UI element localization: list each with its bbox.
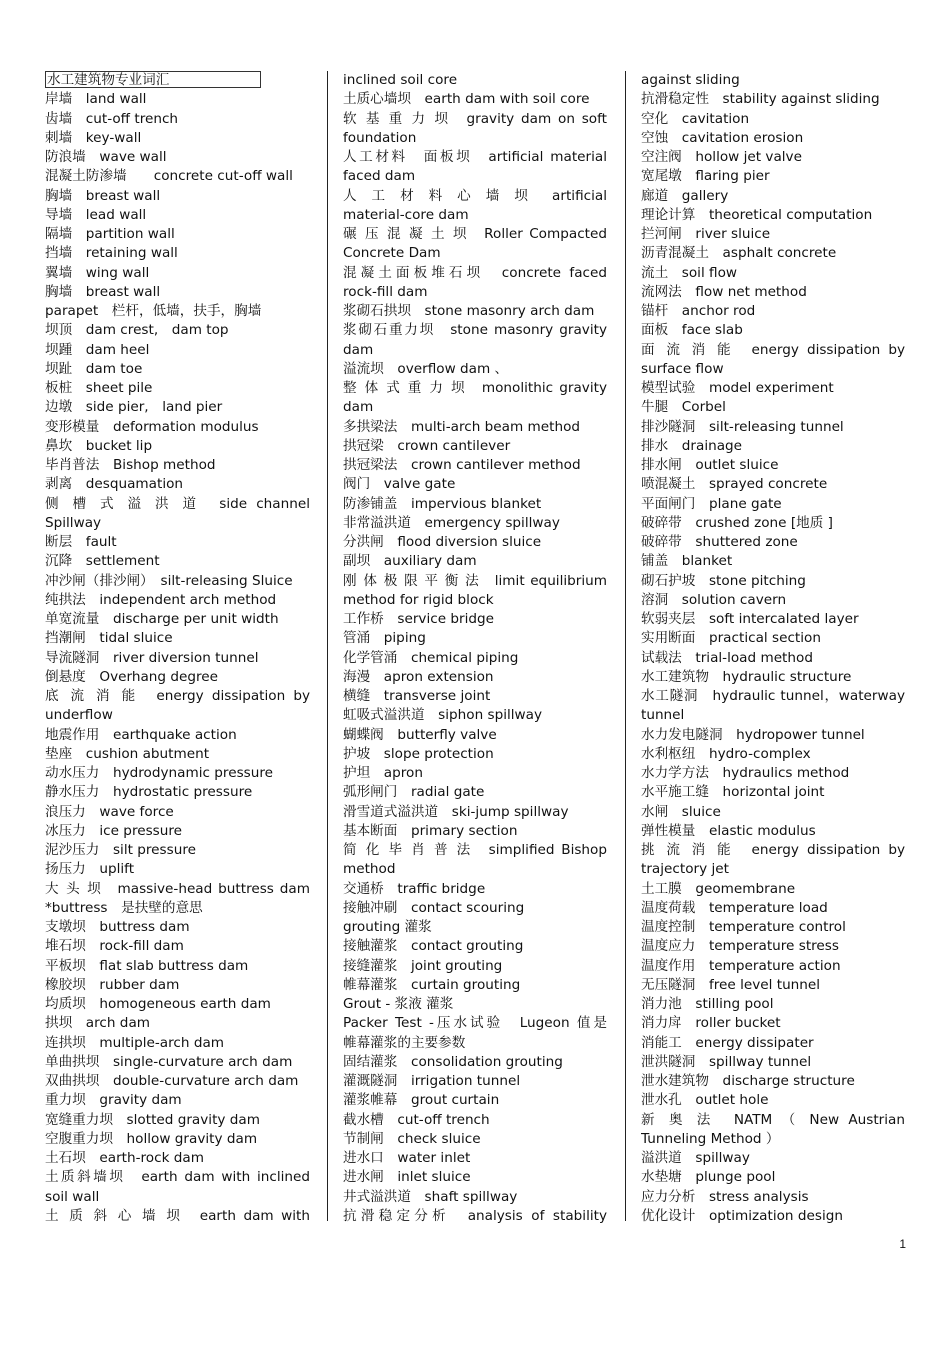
- glossary-entry: 隔墙 partition wall: [45, 226, 175, 242]
- glossary-entry: 拱冠梁法 crown cantilever method: [343, 457, 581, 473]
- glossary-entry: 拦河闸 river sluice: [641, 226, 771, 242]
- glossary-entry: 混凝土面板堆石坝 concrete faced: [343, 264, 607, 281]
- glossary-entry: 纯拱法 independent arch method: [45, 591, 277, 608]
- glossary-entry: 拱冠梁 crown cantilever: [343, 437, 511, 454]
- glossary-entry: 灌溉隧洞 irrigation tunnel: [343, 1073, 521, 1089]
- glossary-entry: 防浪墙 wave wall: [45, 149, 167, 165]
- glossary-entry: 副坝 auxiliary dam: [343, 553, 477, 570]
- glossary-entry: 浪压力 wave force: [45, 803, 174, 820]
- glossary-entry: 护坡 slope protection: [343, 745, 494, 762]
- glossary-entry: 动水压力 hydrodynamic pressure: [45, 765, 274, 781]
- glossary-entry: against sliding: [641, 72, 740, 88]
- glossary-entry: 廊道 gallery: [641, 187, 729, 204]
- glossary-entry: 试载法 trial-load method: [641, 649, 813, 666]
- glossary-entry: Grout - 浆液 灌浆: [343, 996, 454, 1012]
- glossary-entry: 软弱夹层 soft intercalated layer: [641, 611, 859, 627]
- glossary-entry: 空注阀 hollow jet valve: [641, 149, 802, 165]
- glossary-entry: 泥沙压力 silt pressure: [45, 842, 196, 858]
- glossary-entry: 导流隧洞 river diversion tunnel: [45, 649, 259, 666]
- glossary-entry: 面板 face slab: [641, 322, 743, 339]
- glossary-entry: 温度控制 temperature control: [641, 919, 846, 935]
- glossary-entry: 接触冲刷 contact scouring: [343, 899, 525, 916]
- glossary-entry: rock-fill dam: [343, 283, 428, 300]
- glossary-entry: 鼻坎 bucket lip: [45, 437, 153, 454]
- glossary-entry: 喷混凝土 sprayed concrete: [641, 476, 828, 493]
- glossary-entry: 接触灌浆 contact grouting: [343, 938, 524, 955]
- glossary-entry: 溢流坝 overflow dam 、: [343, 360, 509, 377]
- glossary-entry: 进水口 water inlet: [343, 1150, 471, 1166]
- glossary-entry: 浆砌石重力坝 stone masonry gravity: [343, 322, 607, 339]
- column-divider-2: [625, 71, 626, 1221]
- glossary-entry: 温度作用 temperature action: [641, 957, 841, 974]
- glossary-entry: 化学管涌 chemical piping: [343, 649, 519, 666]
- glossary-entry: 温度应力 temperature stress: [641, 938, 839, 955]
- glossary-entry: 泄水建筑物 discharge structure: [641, 1073, 855, 1089]
- glossary-entry: foundation: [343, 129, 417, 146]
- glossary-entry: 水垫塘 plunge pool: [641, 1169, 776, 1186]
- glossary-entry: 橡胶坝 rubber dam: [45, 976, 180, 993]
- glossary-entry: 翼墙 wing wall: [45, 264, 150, 281]
- glossary-entry: 溶洞 solution cavern: [641, 591, 787, 608]
- glossary-entry: 非常溢洪道 emergency spillway: [343, 514, 560, 531]
- glossary-entry: material-core dam: [343, 206, 469, 223]
- glossary-entry: 多拱梁法 multi-arch beam method: [343, 418, 581, 435]
- glossary-entry: 冰压力 ice pressure: [45, 822, 183, 839]
- glossary-entry: 流土 soil flow: [641, 264, 738, 281]
- glossary-entry: 沥青混凝土 asphalt concrete: [641, 245, 837, 262]
- glossary-entry: 大 头 坝 massive-head buttress dam: [45, 880, 310, 897]
- glossary-entry: soil wall: [45, 1188, 100, 1205]
- glossary-entry: 蝴蝶阀 butterfly valve: [343, 726, 497, 743]
- glossary-entry: 温度荷载 temperature load: [641, 899, 828, 916]
- glossary-entry: 排水 drainage: [641, 437, 743, 454]
- glossary-entry: method: [343, 861, 396, 878]
- glossary-entry: 实用断面 practical section: [641, 630, 821, 647]
- glossary-entry: 铺盖 blanket: [641, 553, 733, 570]
- glossary-entry: 泄洪隧洞 spillway tunnel: [641, 1053, 812, 1070]
- glossary-entry: 抗滑稳定性 stability against sliding: [641, 91, 880, 108]
- glossary-entry: 单曲拱坝 single-curvature arch dam: [45, 1053, 293, 1070]
- glossary-entry: Spillway: [45, 514, 102, 531]
- glossary-entry: 空腹重力坝 hollow gravity dam: [45, 1130, 258, 1147]
- glossary-entry: 人 工 材 料 心 墙 坝 artificial: [343, 187, 607, 204]
- glossary-entry: trajectory jet: [641, 861, 729, 878]
- glossary-entry: 整 体 式 重 力 坝 monolithic gravity: [343, 380, 607, 396]
- glossary-entry: 基本断面 primary section: [343, 822, 518, 839]
- glossary-entry: 排水闸 outlet sluice: [641, 457, 779, 473]
- glossary-entry: 帷幕灌浆的主要参数: [343, 1034, 466, 1051]
- glossary-entry: 平面闸门 plane gate: [641, 495, 782, 512]
- glossary-entry: 简 化 毕 肖 普 法 simplified Bishop: [343, 842, 607, 858]
- glossary-entry: 泄水孔 outlet hole: [641, 1092, 769, 1109]
- glossary-entry: 优化设计 optimization design: [641, 1207, 843, 1224]
- glossary-entry: surface flow: [641, 360, 724, 377]
- glossary-entry: 碾 压 混 凝 土 坝 Roller Compacted: [343, 226, 607, 242]
- glossary-entry: 断层 fault: [45, 534, 117, 550]
- glossary-entry: 溢洪道 spillway: [641, 1150, 750, 1166]
- glossary-entry: 胸墙 breast wall: [45, 187, 161, 204]
- glossary-entry: 挡潮闸 tidal sluice: [45, 630, 173, 647]
- glossary-entry: 砌石护坡 stone pitching: [641, 572, 806, 589]
- glossary-entry: faced dam: [343, 168, 416, 185]
- glossary-entry: underflow: [45, 707, 113, 724]
- glossary-entry: 边墩 side pier, land pier: [45, 399, 223, 416]
- glossary-entry: 分洪闸 flood diversion sluice: [343, 534, 542, 550]
- glossary-entry: 模型试验 model experiment: [641, 380, 834, 396]
- glossary-entry: 阀门 valve gate: [343, 476, 456, 493]
- glossary-entry: 水力发电隧洞 hydropower tunnel: [641, 726, 865, 743]
- glossary-entry: 水工隧洞 hydraulic tunnel，waterway: [641, 688, 905, 704]
- glossary-entry: 胸墙 breast wall: [45, 283, 161, 300]
- glossary-column-1: [45, 71, 310, 1226]
- glossary-entry: 接缝灌浆 joint grouting: [343, 957, 503, 974]
- glossary-entry: 横缝 transverse joint: [343, 688, 491, 704]
- glossary-entry: 土石坝 earth-rock dam: [45, 1150, 204, 1166]
- glossary-entry: 垫座 cushion abutment: [45, 745, 210, 762]
- glossary-entry: 滑雪道式溢洪道 ski-jump spillway: [343, 803, 569, 820]
- document-title: 水工建筑物专业词汇: [45, 71, 261, 88]
- glossary-entry: 拱坝 arch dam: [45, 1015, 151, 1032]
- glossary-entry: 管涌 piping: [343, 630, 426, 647]
- column-divider-1: [327, 71, 328, 1221]
- glossary-entry: 板桩 sheet pile: [45, 380, 153, 396]
- glossary-entry: 虹吸式溢洪道 siphon spillway: [343, 707, 543, 724]
- glossary-entry: 倒悬度 Overhang degree: [45, 668, 218, 685]
- glossary-entry: 弧形闸门 radial gate: [343, 784, 485, 801]
- glossary-entry: 工作桥 service bridge: [343, 611, 495, 627]
- glossary-entry: 破碎带 shuttered zone: [641, 534, 798, 550]
- glossary-entry: 水力学方法 hydraulics method: [641, 765, 850, 781]
- glossary-entry: 地震作用 earthquake action: [45, 726, 237, 743]
- glossary-entry: Packer Test -压水试验 Lugeon 值是: [343, 1015, 607, 1032]
- glossary-entry: 变形模量 deformation modulus: [45, 418, 259, 435]
- glossary-entry: 破碎带 crushed zone [地质 ]: [641, 514, 833, 531]
- glossary-entry: 软 基 重 力 坝 gravity dam on soft: [343, 110, 607, 127]
- glossary-entry: 单宽流量 discharge per unit width: [45, 611, 279, 627]
- glossary-entry: 宽尾墩 flaring pier: [641, 168, 770, 185]
- glossary-entry: tunnel: [641, 707, 685, 724]
- glossary-entry: 支墩坝 buttress dam: [45, 919, 190, 935]
- glossary-entry: *buttress 是扶壁的意思: [45, 899, 203, 916]
- glossary-entry: inclined soil core: [343, 72, 458, 88]
- glossary-entry: 锚杆 anchor rod: [641, 303, 756, 319]
- glossary-entry: 护坦 apron: [343, 765, 423, 781]
- glossary-entry: 弹性模量 elastic modulus: [641, 822, 816, 839]
- glossary-entry: 海漫 apron extension: [343, 668, 494, 685]
- glossary-entry: 空化 cavitation: [641, 110, 750, 127]
- glossary-column-3: [641, 71, 905, 1226]
- glossary-entry: 固结灌浆 consolidation grouting: [343, 1053, 563, 1070]
- glossary-entry: method for rigid block: [343, 591, 494, 608]
- glossary-entry: 刚 体 极 限 平 衡 法 limit equilibrium: [343, 572, 607, 589]
- glossary-entry: 水闸 sluice: [641, 803, 721, 820]
- glossary-entry: 坝趾 dam toe: [45, 360, 143, 377]
- glossary-entry: 流网法 flow net method: [641, 283, 807, 300]
- glossary-entry: 连拱坝 multiple-arch dam: [45, 1034, 225, 1051]
- glossary-entry: 岸墙 land wall: [45, 91, 147, 108]
- glossary-entry: 进水闸 inlet sluice: [343, 1169, 471, 1186]
- glossary-entry: 牛腿 Corbel: [641, 399, 726, 416]
- glossary-entry: 扬压力 uplift: [45, 861, 135, 878]
- glossary-entry: 齿墙 cut-off trench: [45, 110, 179, 127]
- glossary-entry: 双曲拱坝 double-curvature arch dam: [45, 1073, 299, 1089]
- glossary-entry: 消力戽 roller bucket: [641, 1015, 781, 1032]
- glossary-entry: 排沙隧洞 silt-releasing tunnel: [641, 418, 844, 435]
- glossary-entry: 空蚀 cavitation erosion: [641, 129, 804, 146]
- glossary-entry: 帷幕灌浆 curtain grouting: [343, 976, 521, 993]
- glossary-entry: Tunneling Method ）: [641, 1130, 780, 1147]
- glossary-entry: 人工材料 面板坝 artificial material: [343, 149, 607, 165]
- glossary-entry: 剥离 desquamation: [45, 476, 184, 493]
- glossary-entry: 井式溢洪道 shaft spillway: [343, 1188, 518, 1205]
- glossary-entry: 沉降 settlement: [45, 553, 160, 570]
- glossary-entry: 水平施工缝 horizontal joint: [641, 784, 825, 801]
- glossary-entry: 混凝土防渗墙 concrete cut-off wall: [45, 168, 293, 185]
- glossary-entry: Concrete Dam: [343, 245, 441, 262]
- glossary-entry: 水利枢纽 hydro-complex: [641, 745, 811, 762]
- glossary-entry: 土 质 斜 心 墙 坝 earth dam with: [45, 1207, 310, 1224]
- glossary-entry: 底 流 消 能 energy dissipation by: [45, 688, 310, 704]
- glossary-entry: 静水压力 hydrostatic pressure: [45, 784, 253, 801]
- glossary-entry: 浆砌石拱坝 stone masonry arch dam: [343, 303, 595, 319]
- glossary-entry: 抗滑稳定分析 analysis of stability: [343, 1207, 607, 1224]
- glossary-entry: 冲沙闸（排沙闸） silt-releasing Sluice: [45, 572, 293, 589]
- glossary-entry: 坝顶 dam crest, dam top: [45, 322, 229, 339]
- glossary-entry: 土质心墙坝 earth dam with soil core: [343, 91, 590, 108]
- glossary-entry: 防渗铺盖 impervious blanket: [343, 495, 542, 512]
- glossary-entry: 交通桥 traffic bridge: [343, 880, 486, 897]
- page-number: 1: [899, 1237, 906, 1251]
- glossary-entry: 均质坝 homogeneous earth dam: [45, 996, 271, 1012]
- document-title-row: [45, 71, 310, 90]
- glossary-entry: 坝踵 dam heel: [45, 341, 150, 358]
- glossary-entry: 理论计算 theoretical computation: [641, 206, 873, 223]
- glossary-entry: 平板坝 flat slab buttress dam: [45, 957, 249, 974]
- glossary-entry: 消能工 energy dissipater: [641, 1034, 814, 1051]
- glossary-entry: 面 流 消 能 energy dissipation by: [641, 341, 905, 358]
- glossary-column-2: [343, 71, 607, 1226]
- glossary-entry: 应力分析 stress analysis: [641, 1188, 809, 1205]
- glossary-entry: 新 奥 法 NATM （ New Austrian: [641, 1111, 905, 1128]
- glossary-entry: grouting 灌浆: [343, 919, 432, 935]
- glossary-entry: 土质斜墙坝 earth dam with inclined: [45, 1169, 310, 1186]
- glossary-entry: 挑 流 消 能 energy dissipation by: [641, 842, 905, 858]
- glossary-entry: 导墙 lead wall: [45, 206, 147, 223]
- glossary-entry: dam: [343, 341, 374, 358]
- glossary-entry: 刺墙 key-wall: [45, 129, 142, 146]
- glossary-entry: 水工建筑物 hydraulic structure: [641, 668, 852, 685]
- glossary-entry: 消力池 stilling pool: [641, 996, 774, 1012]
- glossary-entry: 毕肖普法 Bishop method: [45, 457, 216, 473]
- glossary-entry: 节制闸 check sluice: [343, 1130, 481, 1147]
- glossary-entry: 挡墙 retaining wall: [45, 245, 178, 262]
- glossary-entry: 无压隧洞 free level tunnel: [641, 976, 821, 993]
- glossary-entry: dam: [343, 399, 374, 416]
- glossary-entry: 堆石坝 rock-fill dam: [45, 938, 184, 955]
- glossary-entry: 截水槽 cut-off trench: [343, 1111, 490, 1128]
- glossary-entry: 宽缝重力坝 slotted gravity dam: [45, 1111, 260, 1128]
- glossary-entry: parapet 栏杆，低墙，扶手，胸墙: [45, 303, 262, 319]
- glossary-entry: 灌浆帷幕 grout curtain: [343, 1092, 500, 1109]
- glossary-entry: 重力坝 gravity dam: [45, 1092, 182, 1109]
- glossary-entry: 土工膜 geomembrane: [641, 880, 796, 897]
- glossary-entry: 侧 槽 式 溢 洪 道 side channel: [45, 495, 310, 512]
